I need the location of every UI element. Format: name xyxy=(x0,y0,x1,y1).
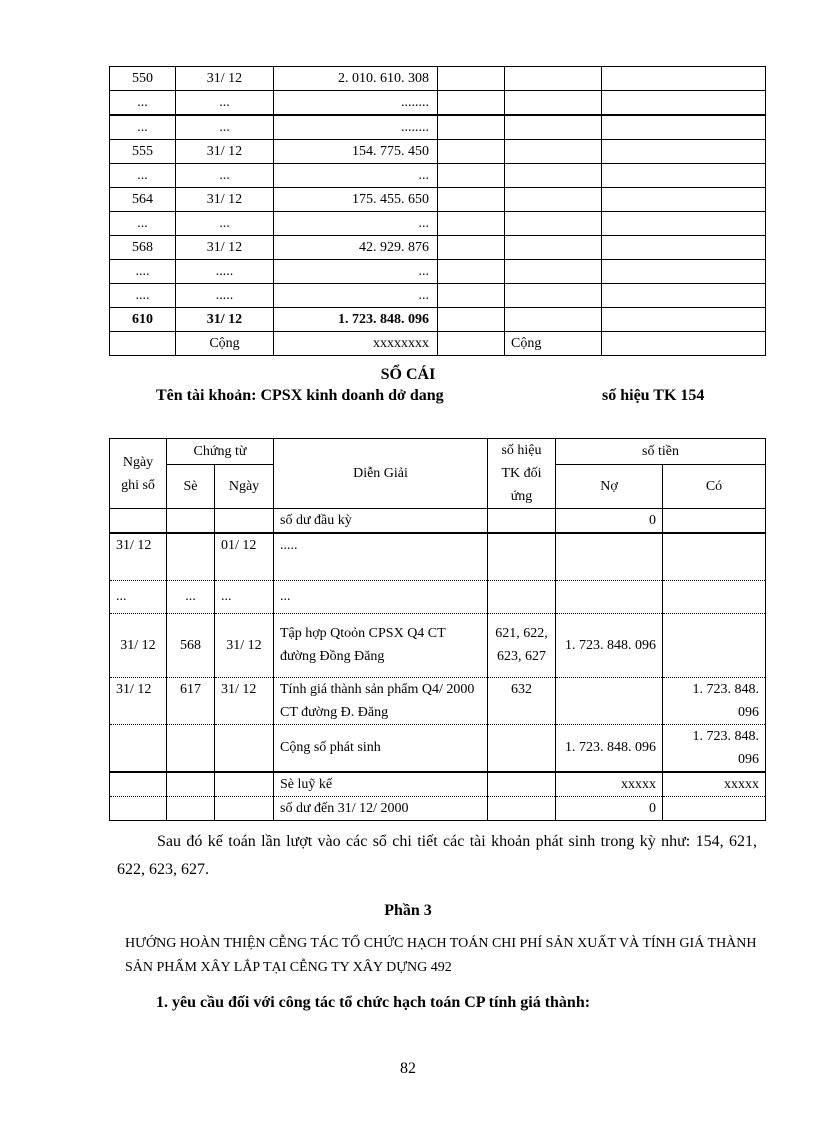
ledger-cell: 1. 723. 848. 096 xyxy=(663,724,766,772)
table-cell: Cộng xyxy=(176,332,274,356)
table-cell: 564 xyxy=(110,188,176,212)
table-cell xyxy=(438,260,505,284)
table-cell xyxy=(438,284,505,308)
ledger-cell: Sè luỹ kế xyxy=(274,772,488,797)
ledger-cell xyxy=(215,796,274,820)
ledger-cell xyxy=(215,772,274,797)
table-cell: Cộng xyxy=(505,332,602,356)
ledger-cell: ..... xyxy=(274,533,488,580)
table-cell: ... xyxy=(176,164,274,188)
table-cell xyxy=(438,164,505,188)
header-amount: số tiền xyxy=(556,439,766,465)
ledger-cell xyxy=(488,772,556,797)
ledger-row xyxy=(110,509,766,534)
ledger-cell: 1. 723. 848. 096 xyxy=(556,613,663,677)
ledger-cell: 31/ 12 xyxy=(215,613,274,677)
ledger-row xyxy=(110,677,766,724)
table-cell xyxy=(438,212,505,236)
ledger-cell xyxy=(663,509,766,534)
table-cell: ..... xyxy=(176,284,274,308)
table-cell xyxy=(602,212,766,236)
table-cell xyxy=(438,236,505,260)
table-cell xyxy=(438,140,505,164)
ledger-cell: ... xyxy=(274,580,488,613)
page-number: 82 xyxy=(400,1060,416,1077)
table-cell xyxy=(505,140,602,164)
ledger-cell xyxy=(488,724,556,772)
header-credit: Có xyxy=(663,465,766,509)
table-cell xyxy=(505,115,602,140)
table-cell: 31/ 12 xyxy=(176,67,274,91)
ledger-cell: ... xyxy=(215,580,274,613)
ledger-cell: xxxxx xyxy=(663,772,766,797)
table-cell xyxy=(110,332,176,356)
ledger-row xyxy=(110,533,766,580)
table-cell xyxy=(505,284,602,308)
part-caption: HƯỚNG HOÀN THIỆN CỄNG TÁC TỔ CHỨC HẠCH TOÁN CHI PHÍ SẢN XUẤT VÀ TÍNH GIÁ THÀNH SẢN PHẨM XÂY LẮP TẠI CỄNG TY XÂY DỰNG 492 xyxy=(125,936,757,975)
table-cell: ... xyxy=(274,212,438,236)
ledger-cell xyxy=(663,613,766,677)
ledger-row xyxy=(110,580,766,613)
table-cell: 31/ 12 xyxy=(176,188,274,212)
header-date: Ngày ghi sổ xyxy=(110,439,167,509)
table-cell: ... xyxy=(176,212,274,236)
table-cell: .... xyxy=(110,284,176,308)
table-cell xyxy=(602,67,766,91)
header-description: Diễn Giải xyxy=(274,439,488,509)
table-cell xyxy=(438,188,505,212)
table-cell xyxy=(438,332,505,356)
ledger-row xyxy=(110,613,766,677)
table-cell: 1. 723. 848. 096 xyxy=(274,308,438,332)
journal-table xyxy=(109,66,766,356)
table-cell xyxy=(438,91,505,116)
ledger-cell: 621, 622, 623, 627 xyxy=(488,613,556,677)
table-cell: 31/ 12 xyxy=(176,308,274,332)
ledger-cell xyxy=(556,533,663,580)
table-cell: 568 xyxy=(110,236,176,260)
part-title: Phần 3 xyxy=(384,902,432,919)
table-row xyxy=(110,91,766,116)
table-cell xyxy=(505,91,602,116)
ledger-cell: ... xyxy=(110,580,167,613)
table-row xyxy=(110,67,766,91)
table-cell xyxy=(602,164,766,188)
table-row xyxy=(110,164,766,188)
table-cell: 31/ 12 xyxy=(176,236,274,260)
ledger-cell xyxy=(167,724,215,772)
table-row xyxy=(110,115,766,140)
ledger-cell xyxy=(110,724,167,772)
ledger-cell xyxy=(556,677,663,724)
ledger-cell: số dư đầu kỳ xyxy=(274,509,488,534)
table-cell: 550 xyxy=(110,67,176,91)
ledger-row xyxy=(110,772,766,797)
table-row xyxy=(110,284,766,308)
table-cell xyxy=(602,284,766,308)
table-row xyxy=(110,188,766,212)
table-cell: 42. 929. 876 xyxy=(274,236,438,260)
ledger-cell: 31/ 12 xyxy=(110,677,167,724)
subheading: 1. yêu cầu đối với công tác tổ chức hạch toán CP tính giá thành: xyxy=(156,994,591,1011)
ledger-cell: 568 xyxy=(167,613,215,677)
header-voucher-no: Sè xyxy=(167,465,215,509)
table-cell: 31/ 12 xyxy=(176,140,274,164)
table-cell: ... xyxy=(110,115,176,140)
ledger-cell: 31/ 12 xyxy=(110,533,167,580)
ledger-cell xyxy=(663,533,766,580)
ledger-row xyxy=(110,796,766,820)
table-cell: ........ xyxy=(274,91,438,116)
ledger-cell xyxy=(167,509,215,534)
ledger-cell xyxy=(167,796,215,820)
table-cell xyxy=(438,308,505,332)
table-cell: ........ xyxy=(274,115,438,140)
table-cell xyxy=(505,260,602,284)
table-cell xyxy=(602,236,766,260)
account-number: số hiệu TK 154 xyxy=(602,387,705,404)
table-cell: ..... xyxy=(176,260,274,284)
table-cell: ... xyxy=(110,91,176,116)
table-cell xyxy=(602,260,766,284)
ledger-cell xyxy=(663,580,766,613)
ledger-cell: Cộng số phát sinh xyxy=(274,724,488,772)
header-debit: Nợ xyxy=(556,465,663,509)
table-row xyxy=(110,260,766,284)
table-cell: 154. 775. 450 xyxy=(274,140,438,164)
body-paragraph: Sau đó kế toán lần lượt vào các sổ chi tiết các tài khoản phát sinh trong kỳ như: 154, 621, 622, 623, 627. xyxy=(117,833,757,878)
ledger-cell: 1. 723. 848. 096 xyxy=(556,724,663,772)
ledger-cell: 31/ 12 xyxy=(110,613,167,677)
table-cell: ... xyxy=(274,284,438,308)
ledger-cell: 632 xyxy=(488,677,556,724)
ledger-cell: 617 xyxy=(167,677,215,724)
table-cell: ... xyxy=(176,91,274,116)
ledger-cell xyxy=(110,509,167,534)
ledger-cell: 1. 723. 848. 096 xyxy=(663,677,766,724)
ledger-cell: ... xyxy=(167,580,215,613)
ledger-cell xyxy=(110,796,167,820)
table-cell xyxy=(602,115,766,140)
table-row xyxy=(110,212,766,236)
table-cell xyxy=(602,308,766,332)
table-cell xyxy=(438,115,505,140)
ledger-cell: 0 xyxy=(556,796,663,820)
ledger-cell xyxy=(488,580,556,613)
table-cell: 175. 455. 650 xyxy=(274,188,438,212)
table-cell xyxy=(505,67,602,91)
table-cell xyxy=(438,67,505,91)
table-cell: ... xyxy=(110,164,176,188)
ledger-cell xyxy=(167,533,215,580)
table-row xyxy=(110,140,766,164)
table-cell xyxy=(602,188,766,212)
ledger-cell xyxy=(215,509,274,534)
ledger-cell: Tính giá thành sản phẩm Q4/ 2000 CT đường Đ. Đăng xyxy=(274,677,488,724)
ledger-cell xyxy=(488,533,556,580)
header-contra-account: số hiệu TK đối ứng xyxy=(488,439,556,509)
table-cell xyxy=(602,332,766,356)
ledger-cell xyxy=(167,772,215,797)
table-row xyxy=(110,236,766,260)
ledger-cell: 31/ 12 xyxy=(215,677,274,724)
table-cell: 2. 010. 610. 308 xyxy=(274,67,438,91)
table-cell xyxy=(602,91,766,116)
table-cell: .... xyxy=(110,260,176,284)
ledger-cell: 0 xyxy=(556,509,663,534)
account-name: Tên tài khoản: CPSX kinh doanh dở dang xyxy=(156,387,444,404)
ledger-cell: 01/ 12 xyxy=(215,533,274,580)
ledger-cell xyxy=(488,509,556,534)
table-cell: ... xyxy=(176,115,274,140)
table-row xyxy=(110,332,766,356)
table-cell xyxy=(505,308,602,332)
table-cell: ... xyxy=(274,260,438,284)
ledger-cell xyxy=(556,580,663,613)
ledger-cell: xxxxx xyxy=(556,772,663,797)
ledger-title: SỔ CÁI xyxy=(380,366,436,383)
table-cell: ... xyxy=(274,164,438,188)
table-cell xyxy=(505,212,602,236)
ledger-cell: Tập hợp Qtoỏn CPSX Q4 CT đường Đồng Đăng xyxy=(274,613,488,677)
table-cell xyxy=(505,164,602,188)
ledger-cell xyxy=(663,796,766,820)
ledger-cell xyxy=(488,796,556,820)
table-cell: xxxxxxxx xyxy=(274,332,438,356)
header-voucher-date: Ngày xyxy=(215,465,274,509)
table-cell: ... xyxy=(110,212,176,236)
ledger-cell xyxy=(215,724,274,772)
ledger-cell xyxy=(110,772,167,797)
table-cell xyxy=(602,140,766,164)
ledger-row xyxy=(110,724,766,772)
table-cell xyxy=(505,236,602,260)
table-cell: 555 xyxy=(110,140,176,164)
table-cell xyxy=(505,188,602,212)
ledger-table xyxy=(109,438,766,821)
table-row xyxy=(110,308,766,332)
ledger-cell: số dư đến 31/ 12/ 2000 xyxy=(274,796,488,820)
table-cell: 610 xyxy=(110,308,176,332)
header-voucher: Chứng từ xyxy=(167,439,274,465)
